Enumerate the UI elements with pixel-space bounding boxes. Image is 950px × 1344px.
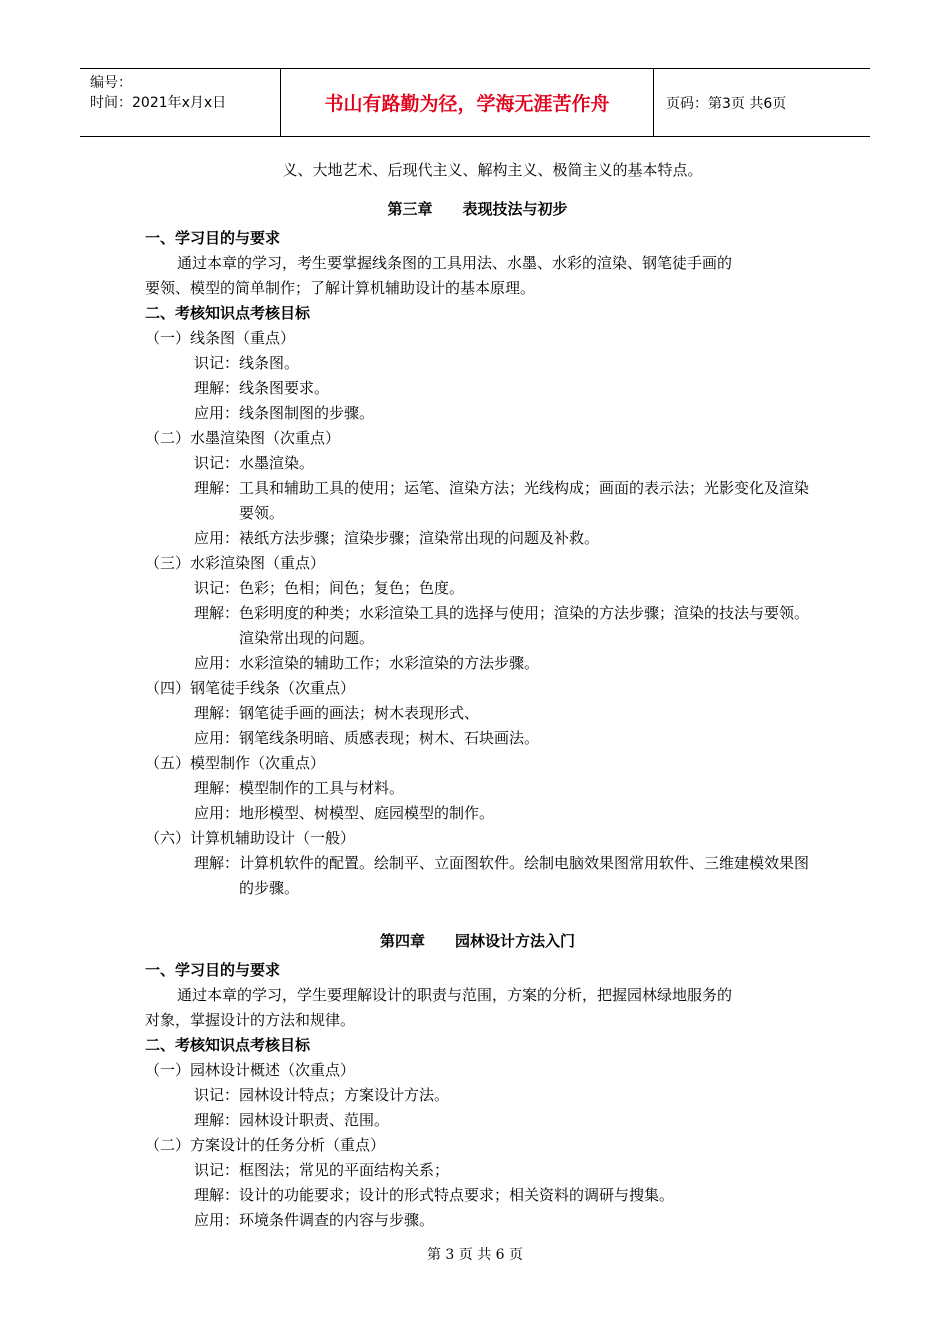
list-item xyxy=(145,1183,810,1208)
list-item xyxy=(145,701,810,726)
item-text: 环境条件调查的内容与步骤。 xyxy=(239,1211,435,1229)
list-item xyxy=(145,526,810,551)
time-label: 时间：2021年x月x日 xyxy=(90,95,227,111)
item-text: 工具和辅助工具的使用；运笔、渲染方法；光线构成；画面的表示法；光影变化及渲染要领。 xyxy=(239,479,810,522)
paragraph-line: 对象，掌握设计的方法和规律。 xyxy=(145,1011,356,1029)
chapter-3-heading xyxy=(145,197,810,222)
group-heading: （五）模型制作（次重点） xyxy=(145,754,326,772)
item-text: 模型制作的工具与材料。 xyxy=(239,779,405,797)
group-heading: （二）水墨渲染图（次重点） xyxy=(145,429,341,447)
list-item xyxy=(145,776,810,801)
list-item xyxy=(145,401,810,426)
chapter-4-heading xyxy=(145,929,810,954)
item-label: 应用： xyxy=(194,654,240,672)
chapter-number: 第四章 xyxy=(379,932,425,950)
item-label: 识记： xyxy=(194,579,240,597)
item-text: 水彩渲染的辅助工作；水彩渲染的方法步骤。 xyxy=(239,654,540,672)
item-text: 色彩；色相；间色；复色；色度。 xyxy=(239,579,465,597)
paragraph-line: 通过本章的学习，考生要掌握线条图的工具用法、水墨、水彩的渲染、钢笔徒手画的 xyxy=(177,254,733,272)
section-heading: 一、学习目的与要求 xyxy=(145,229,281,247)
item-text: 裱纸方法步骤；渲染步骤；渲染常出现的问题及补救。 xyxy=(239,529,600,547)
list-item xyxy=(145,651,810,676)
group-heading: （一）园林设计概述（次重点） xyxy=(145,1061,356,1079)
item-label: 识记： xyxy=(194,1161,240,1179)
item-label: 理解： xyxy=(194,379,240,397)
item-text: 园林设计特点；方案设计方法。 xyxy=(239,1086,450,1104)
intro-tail: 义、大地艺术、后现代主义、解构主义、极简主义的基本特点。 xyxy=(282,161,703,179)
section-heading: 一、学习目的与要求 xyxy=(145,961,281,979)
list-item xyxy=(145,1083,810,1108)
number-label: 编号： xyxy=(90,75,132,91)
item-text: 计算机软件的配置。绘制平、立面图软件。绘制电脑效果图常用软件、三维建模效果图的步骤。 xyxy=(239,854,810,897)
item-text: 地形模型、树模型、庭园模型的制作。 xyxy=(239,804,495,822)
header-page-label: 页码：第3页 共6页 xyxy=(666,95,787,112)
list-item xyxy=(145,1108,810,1133)
item-label: 应用： xyxy=(194,729,240,747)
item-text: 色彩明度的种类；水彩渲染工具的选择与使用；渲染的方法步骤；渲染的技法与要领。渲染常出现的问题。 xyxy=(239,604,810,647)
group-heading: （四）钢笔徒手线条（次重点） xyxy=(145,679,356,697)
item-text: 设计的功能要求；设计的形式特点要求；相关资料的调研与搜集。 xyxy=(239,1186,675,1204)
item-text: 钢笔徒手画的画法；树木表现形式、 xyxy=(239,704,480,722)
document-body xyxy=(145,158,810,1233)
page-header xyxy=(80,68,870,137)
group-heading: （一）线条图（重点） xyxy=(145,329,296,347)
item-label: 理解： xyxy=(194,854,240,872)
group-heading: （二）方案设计的任务分析（重点） xyxy=(145,1136,386,1154)
header-motto: 书山有路勤为径，学海无涯苦作舟 xyxy=(281,69,654,136)
list-item xyxy=(145,351,810,376)
item-text: 钢笔线条明暗、质感表现；树木、石块画法。 xyxy=(239,729,540,747)
item-label: 应用： xyxy=(194,529,240,547)
list-item xyxy=(145,1158,810,1183)
spacer xyxy=(145,901,810,915)
item-label: 识记： xyxy=(194,454,240,472)
item-text: 园林设计职责、范围。 xyxy=(239,1111,390,1129)
header-meta xyxy=(80,69,281,136)
item-label: 理解： xyxy=(194,479,240,497)
paragraph-line: 要领、模型的简单制作；了解计算机辅助设计的基本原理。 xyxy=(145,279,536,297)
section-heading: 二、考核知识点考核目标 xyxy=(145,304,311,322)
list-item xyxy=(145,476,810,526)
group-heading: （三）水彩渲染图（重点） xyxy=(145,554,326,572)
page-footer: 第 3 页 共 6 页 xyxy=(426,1247,524,1263)
item-label: 理解： xyxy=(194,779,240,797)
list-item xyxy=(145,376,810,401)
list-item xyxy=(145,1208,810,1233)
paragraph-line: 通过本章的学习，学生要理解设计的职责与范围，方案的分析，把握园林绿地服务的 xyxy=(177,986,733,1004)
list-item xyxy=(145,451,810,476)
item-label: 应用： xyxy=(194,404,240,422)
item-label: 理解： xyxy=(194,704,240,722)
chapter-number: 第三章 xyxy=(387,200,433,218)
item-text: 框图法；常见的平面结构关系； xyxy=(239,1161,450,1179)
item-label: 理解： xyxy=(194,1111,240,1129)
list-item xyxy=(145,726,810,751)
section-heading: 二、考核知识点考核目标 xyxy=(145,1036,311,1054)
group-heading: （六）计算机辅助设计（一般） xyxy=(145,829,356,847)
item-label: 应用： xyxy=(194,804,240,822)
list-item xyxy=(145,801,810,826)
list-item xyxy=(145,576,810,601)
item-text: 水墨渲染。 xyxy=(239,454,315,472)
item-text: 线条图。 xyxy=(239,354,300,372)
item-label: 理解： xyxy=(194,604,240,622)
list-item xyxy=(145,601,810,651)
chapter-title: 园林设计方法入门 xyxy=(455,932,576,950)
item-label: 识记： xyxy=(194,354,240,372)
item-label: 识记： xyxy=(194,1086,240,1104)
list-item xyxy=(145,851,810,901)
item-label: 应用： xyxy=(194,1211,240,1229)
item-text: 线条图要求。 xyxy=(239,379,330,397)
item-label: 理解： xyxy=(194,1186,240,1204)
chapter-title: 表现技法与初步 xyxy=(462,200,568,218)
item-text: 线条图制图的步骤。 xyxy=(239,404,375,422)
